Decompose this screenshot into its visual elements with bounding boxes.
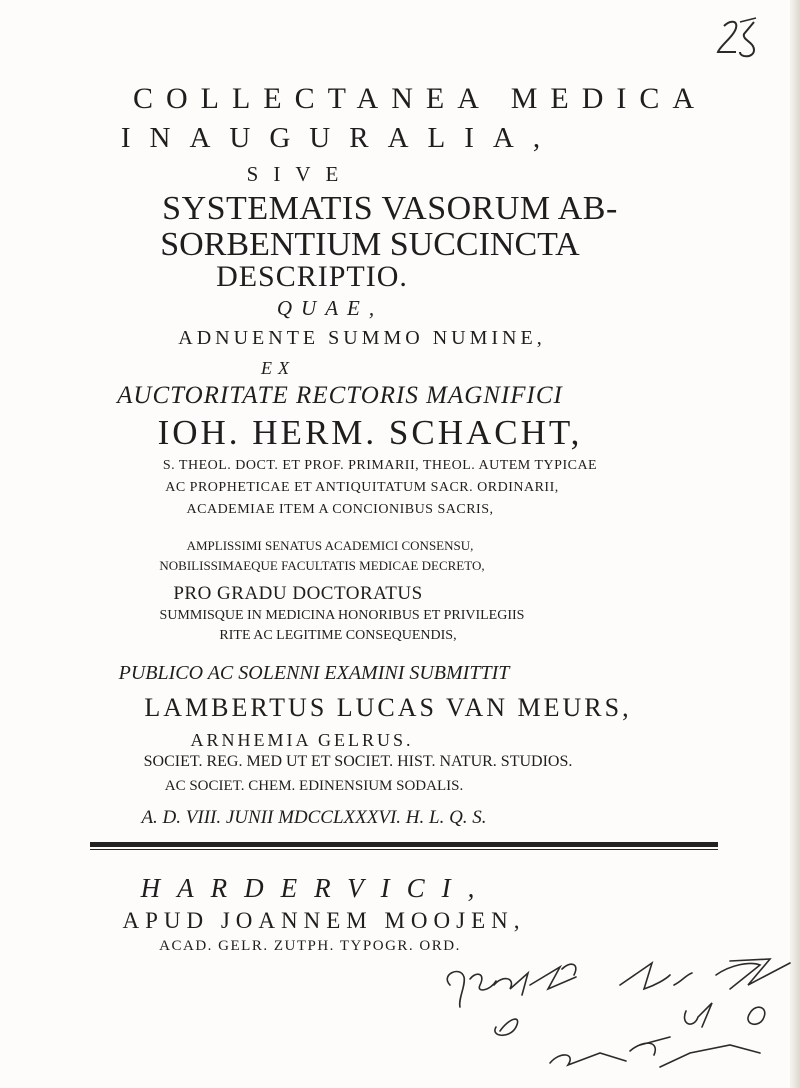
divider-rule <box>90 842 718 852</box>
rector-title-line-1: S. THEOL. DOCT. ET PROF. PRIMARII, THEOL. AUTEM TYPICAE <box>162 458 598 473</box>
honours-line-2: RITE AC LEGITIME CONSEQUENDIS, <box>219 628 457 643</box>
conjunction-sive: SIVE <box>246 162 354 186</box>
imprint-city: HARDERVICI, <box>140 873 492 903</box>
senate-line-2: NOBILISSIMAEQUE FACULTATIS MEDICAE DECRETO, <box>159 558 485 573</box>
date-line: A. D. VIII. JUNII MDCCLXXXVI. H. L. Q. S. <box>141 807 487 828</box>
rector-title-line-2: AC PROPHETICAE ET ANTIQUITATUM SACR. ORDINARII, <box>165 480 559 495</box>
series-subtitle: INAUGURALIA, <box>120 122 560 154</box>
imprint-printer: APUD JOANNEM MOOJEN, <box>122 908 526 933</box>
handwritten-signature <box>430 955 800 1075</box>
rector-name: IOH. HERM. SCHACHT, <box>157 413 583 452</box>
series-title: COLLECTANEA MEDICA <box>132 82 708 115</box>
author-origin: ARNHEMIA GELRUS. <box>190 730 414 750</box>
auctoritate-line: AUCTORITATE RECTORIS MAGNIFICI <box>117 382 563 409</box>
publico-line: PUBLICO AC SOLENNI EXAMINI SUBMITTIT <box>118 662 510 684</box>
quae-line: QUAE, <box>276 296 384 320</box>
divider-thick <box>90 842 718 847</box>
main-title-line-2: SORBENTIUM SUCCINCTA <box>160 226 580 263</box>
pro-gradu-line: PRO GRADU DOCTORATUS <box>173 583 423 604</box>
rector-title-line-3: ACADEMIAE ITEM A CONCIONIBUS SACRIS, <box>186 502 494 517</box>
divider-thin <box>90 849 718 850</box>
author-name: LAMBERTUS LUCAS VAN MEURS, <box>144 693 632 722</box>
senate-line-1: AMPLISSIMI SENATUS ACADEMICI CONSENSU, <box>186 538 474 553</box>
main-title-line-3: DESCRIPTIO. <box>216 260 408 293</box>
main-title-line-1: SYSTEMATIS VASORUM AB- <box>162 190 618 227</box>
adnuente-line: ADNUENTE SUMMO NUMINE, <box>178 327 546 349</box>
honours-line-1: SUMMISQUE IN MEDICINA HONORIBUS ET PRIVILEGIIS <box>159 608 525 623</box>
page-edge-shadow <box>790 0 800 1088</box>
corner-number-annotation <box>710 16 770 66</box>
imprint-printer-role: ACAD. GELR. ZUTPH. TYPOGR. ORD. <box>159 938 461 954</box>
ex-line: EX <box>261 358 295 378</box>
societies-line-1: SOCIET. REG. MED UT ET SOCIET. HIST. NATUR. STUDIOS. <box>143 753 573 770</box>
societies-line-2: AC SOCIET. CHEM. EDINENSIUM SODALIS. <box>164 778 464 794</box>
